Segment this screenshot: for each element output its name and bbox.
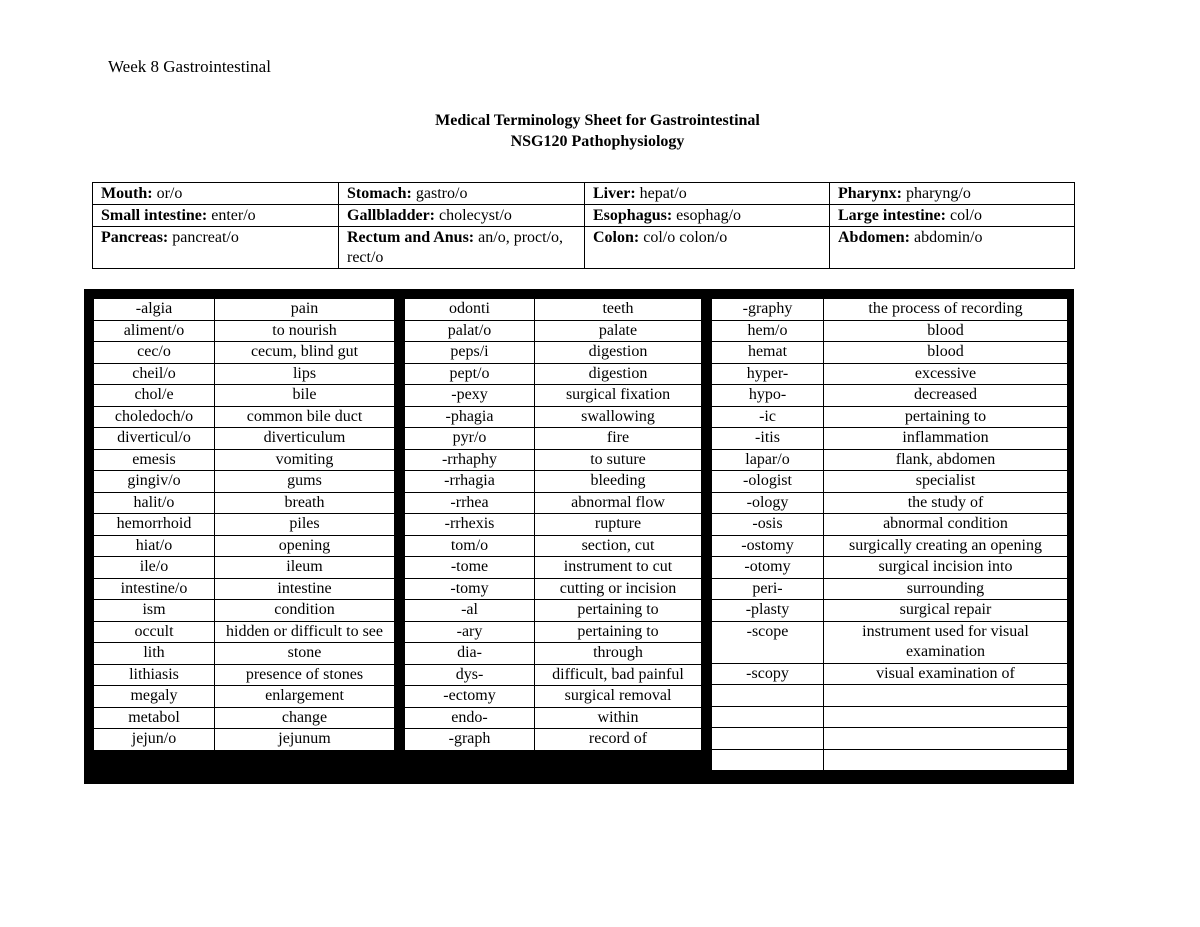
meaning-cell [824, 749, 1068, 771]
term-row [712, 299, 1068, 321]
meaning-cell: jejunum [215, 729, 395, 751]
term-cell: jejun/o [94, 729, 215, 751]
term-cell: -ary [405, 621, 535, 643]
term-row [712, 428, 1068, 450]
root-cell [93, 227, 339, 269]
root-label: Stomach: [347, 185, 412, 202]
term-cell: peri- [712, 578, 824, 600]
term-row [405, 621, 702, 643]
term-cell: -rrhexis [405, 514, 535, 536]
meaning-cell: swallowing [535, 406, 702, 428]
term-cell: hemat [712, 342, 824, 364]
term-row [94, 320, 395, 342]
root-value: esophag/o [676, 207, 742, 224]
meaning-cell: stone [215, 643, 395, 665]
term-row [712, 492, 1068, 514]
term-row [94, 686, 395, 708]
term-row [94, 406, 395, 428]
term-row [94, 600, 395, 622]
root-value: abdomin/o [914, 229, 983, 246]
root-label: Large intestine: [838, 207, 946, 224]
term-cell: -tome [405, 557, 535, 579]
root-cell [93, 183, 339, 205]
term-row [405, 643, 702, 665]
meaning-cell: section, cut [535, 535, 702, 557]
root-cell [93, 205, 339, 227]
meaning-cell: cutting or incision [535, 578, 702, 600]
meaning-cell: surgical removal [535, 686, 702, 708]
term-row [405, 320, 702, 342]
term-cell: metabol [94, 707, 215, 729]
meaning-cell: condition [215, 600, 395, 622]
meaning-cell: diverticulum [215, 428, 395, 450]
meaning-cell: gums [215, 471, 395, 493]
meaning-cell: digestion [535, 342, 702, 364]
meaning-cell: instrument to cut [535, 557, 702, 579]
root-value: an/o, proct/o, rect/o [347, 229, 564, 266]
term-row [712, 514, 1068, 536]
meaning-cell: bleeding [535, 471, 702, 493]
root-label: Colon: [593, 229, 640, 246]
meaning-cell: excessive [824, 363, 1068, 385]
term-cell: dia- [405, 643, 535, 665]
term-row [712, 706, 1068, 728]
root-value: gastro/o [415, 185, 468, 202]
term-row [94, 385, 395, 407]
term-row [712, 320, 1068, 342]
term-cell: emesis [94, 449, 215, 471]
meaning-cell: piles [215, 514, 395, 536]
meaning-cell: pain [215, 299, 395, 321]
meaning-cell: opening [215, 535, 395, 557]
meaning-cell: difficult, bad painful [535, 664, 702, 686]
term-cell: -rrhaphy [405, 449, 535, 471]
term-row [405, 428, 702, 450]
meaning-cell: surgical fixation [535, 385, 702, 407]
term-cell: odonti [405, 299, 535, 321]
root-label: Mouth: [101, 185, 153, 202]
term-cell: -plasty [712, 600, 824, 622]
meaning-cell: pertaining to [535, 600, 702, 622]
meaning-cell: rupture [535, 514, 702, 536]
term-row [405, 535, 702, 557]
document-header: Week 8 Gastrointestinal [108, 57, 271, 76]
term-cell: occult [94, 621, 215, 643]
root-cell [830, 227, 1075, 269]
meaning-cell: intestine [215, 578, 395, 600]
meaning-cell: record of [535, 729, 702, 751]
term-row [712, 685, 1068, 707]
meaning-cell: hidden or difficult to see [215, 621, 395, 643]
meaning-cell: lips [215, 363, 395, 385]
term-row [712, 471, 1068, 493]
term-row [405, 342, 702, 364]
meaning-cell: decreased [824, 385, 1068, 407]
term-row [94, 621, 395, 643]
term-row [94, 557, 395, 579]
meaning-cell [824, 685, 1068, 707]
term-cell: -ologist [712, 471, 824, 493]
term-row [405, 578, 702, 600]
term-row [94, 729, 395, 751]
meaning-cell: blood [824, 320, 1068, 342]
meaning-cell: visual examination of [824, 663, 1068, 685]
term-cell: lapar/o [712, 449, 824, 471]
term-row [712, 449, 1068, 471]
term-cell: cheil/o [94, 363, 215, 385]
term-row [94, 471, 395, 493]
term-row [405, 492, 702, 514]
root-cell [339, 227, 585, 269]
term-cell: -graphy [712, 299, 824, 321]
term-row [405, 299, 702, 321]
meaning-cell: enlargement [215, 686, 395, 708]
term-row [94, 428, 395, 450]
meaning-cell: instrument used for visual examination [824, 621, 1068, 663]
term-row [94, 535, 395, 557]
term-cell: -tomy [405, 578, 535, 600]
page-subtitle: NSG120 Pathophysiology [510, 133, 685, 150]
meaning-cell: bile [215, 385, 395, 407]
root-value: pancreat/o [172, 229, 239, 246]
term-cell [712, 685, 824, 707]
meaning-cell: change [215, 707, 395, 729]
term-row [405, 729, 702, 751]
root-label: Pharynx: [838, 185, 902, 202]
term-cell: pyr/o [405, 428, 535, 450]
term-cell: -osis [712, 514, 824, 536]
terms-table-1 [93, 298, 395, 751]
term-row [405, 363, 702, 385]
term-row [712, 578, 1068, 600]
term-cell: diverticul/o [94, 428, 215, 450]
term-row [712, 342, 1068, 364]
meaning-cell: ileum [215, 557, 395, 579]
root-cell [830, 205, 1075, 227]
root-label: Liver: [593, 185, 636, 202]
term-row [712, 728, 1068, 750]
term-row [712, 535, 1068, 557]
meaning-cell: digestion [535, 363, 702, 385]
meaning-cell: presence of stones [215, 664, 395, 686]
meaning-cell: to nourish [215, 320, 395, 342]
term-row [94, 363, 395, 385]
page-title: Medical Terminology Sheet for Gastrointestinal [435, 112, 760, 129]
term-row [94, 707, 395, 729]
term-row [405, 557, 702, 579]
root-value: cholecyst/o [439, 207, 512, 224]
meaning-cell: surrounding [824, 578, 1068, 600]
meaning-cell: abnormal condition [824, 514, 1068, 536]
term-cell [712, 728, 824, 750]
meaning-cell: abnormal flow [535, 492, 702, 514]
term-row [94, 578, 395, 600]
term-cell: -graph [405, 729, 535, 751]
term-row [94, 342, 395, 364]
term-cell: megaly [94, 686, 215, 708]
root-value: enter/o [211, 207, 256, 224]
term-row [94, 643, 395, 665]
term-cell: gingiv/o [94, 471, 215, 493]
root-label: Rectum and Anus: [347, 229, 475, 246]
term-row [405, 406, 702, 428]
term-cell: pept/o [405, 363, 535, 385]
term-cell: chol/e [94, 385, 215, 407]
term-row [94, 514, 395, 536]
term-row [405, 514, 702, 536]
term-cell: intestine/o [94, 578, 215, 600]
root-value: or/o [156, 185, 183, 202]
term-row [405, 686, 702, 708]
term-cell: ism [94, 600, 215, 622]
meaning-cell: blood [824, 342, 1068, 364]
root-label: Gallbladder: [347, 207, 436, 224]
term-cell: tom/o [405, 535, 535, 557]
term-cell: endo- [405, 707, 535, 729]
term-row [94, 664, 395, 686]
term-row [712, 600, 1068, 622]
term-cell: -scopy [712, 663, 824, 685]
term-cell: -phagia [405, 406, 535, 428]
term-cell: -al [405, 600, 535, 622]
root-value: col/o [949, 207, 982, 224]
terms-table-2 [404, 298, 702, 751]
term-cell: hemorrhoid [94, 514, 215, 536]
term-cell [712, 706, 824, 728]
root-cell [830, 183, 1075, 205]
term-cell: dys- [405, 664, 535, 686]
term-row [94, 449, 395, 471]
term-cell: hyper- [712, 363, 824, 385]
root-cell [339, 183, 585, 205]
root-label: Small intestine: [101, 207, 208, 224]
meaning-cell: pertaining to [535, 621, 702, 643]
term-row [94, 492, 395, 514]
term-cell [712, 749, 824, 771]
term-cell: -algia [94, 299, 215, 321]
term-row [712, 749, 1068, 771]
term-row [712, 363, 1068, 385]
term-cell: cec/o [94, 342, 215, 364]
meaning-cell: breath [215, 492, 395, 514]
term-cell: ile/o [94, 557, 215, 579]
term-cell: lith [94, 643, 215, 665]
meaning-cell: surgically creating an opening [824, 535, 1068, 557]
meaning-cell: cecum, blind gut [215, 342, 395, 364]
root-cell [585, 227, 830, 269]
root-cell [339, 205, 585, 227]
root-label: Abdomen: [838, 229, 911, 246]
term-cell: -rrhea [405, 492, 535, 514]
term-cell: halit/o [94, 492, 215, 514]
meaning-cell: inflammation [824, 428, 1068, 450]
term-cell: peps/i [405, 342, 535, 364]
term-row [405, 600, 702, 622]
meaning-cell: pertaining to [824, 406, 1068, 428]
meaning-cell: fire [535, 428, 702, 450]
meaning-cell: vomiting [215, 449, 395, 471]
root-value: col/o colon/o [643, 229, 728, 246]
term-cell: aliment/o [94, 320, 215, 342]
term-row [94, 299, 395, 321]
term-cell: -ectomy [405, 686, 535, 708]
title-block [0, 110, 1195, 152]
root-cell [585, 205, 830, 227]
term-row [712, 663, 1068, 685]
meaning-cell: flank, abdomen [824, 449, 1068, 471]
term-row [405, 664, 702, 686]
term-row [405, 707, 702, 729]
term-cell: hypo- [712, 385, 824, 407]
meaning-cell: through [535, 643, 702, 665]
term-cell: choledoch/o [94, 406, 215, 428]
terms-frame [84, 289, 1074, 784]
term-cell: -otomy [712, 557, 824, 579]
meaning-cell: palate [535, 320, 702, 342]
meaning-cell: surgical incision into [824, 557, 1068, 579]
root-value: hepat/o [639, 185, 687, 202]
term-cell: -ostomy [712, 535, 824, 557]
meaning-cell: the process of recording [824, 299, 1068, 321]
term-row [405, 385, 702, 407]
meaning-cell: surgical repair [824, 600, 1068, 622]
root-value: pharyng/o [906, 185, 971, 202]
root-label: Esophagus: [593, 207, 673, 224]
term-row [712, 385, 1068, 407]
roots-row [93, 183, 1075, 205]
term-cell: palat/o [405, 320, 535, 342]
term-cell: -ic [712, 406, 824, 428]
term-cell: lithiasis [94, 664, 215, 686]
roots-row [93, 227, 1075, 269]
term-row [712, 621, 1068, 663]
meaning-cell [824, 706, 1068, 728]
terms-table-3 [711, 298, 1068, 771]
root-label: Pancreas: [101, 229, 169, 246]
term-row [712, 557, 1068, 579]
term-cell: hem/o [712, 320, 824, 342]
roots-table [92, 182, 1075, 269]
term-row [712, 406, 1068, 428]
term-cell: -rrhagia [405, 471, 535, 493]
term-row [405, 471, 702, 493]
meaning-cell: the study of [824, 492, 1068, 514]
term-cell: hiat/o [94, 535, 215, 557]
meaning-cell: common bile duct [215, 406, 395, 428]
term-cell: -ology [712, 492, 824, 514]
meaning-cell: within [535, 707, 702, 729]
term-cell: -scope [712, 621, 824, 663]
meaning-cell: teeth [535, 299, 702, 321]
term-cell: -pexy [405, 385, 535, 407]
meaning-cell: to suture [535, 449, 702, 471]
meaning-cell: specialist [824, 471, 1068, 493]
term-row [405, 449, 702, 471]
root-cell [585, 183, 830, 205]
term-cell: -itis [712, 428, 824, 450]
roots-row [93, 205, 1075, 227]
meaning-cell [824, 728, 1068, 750]
